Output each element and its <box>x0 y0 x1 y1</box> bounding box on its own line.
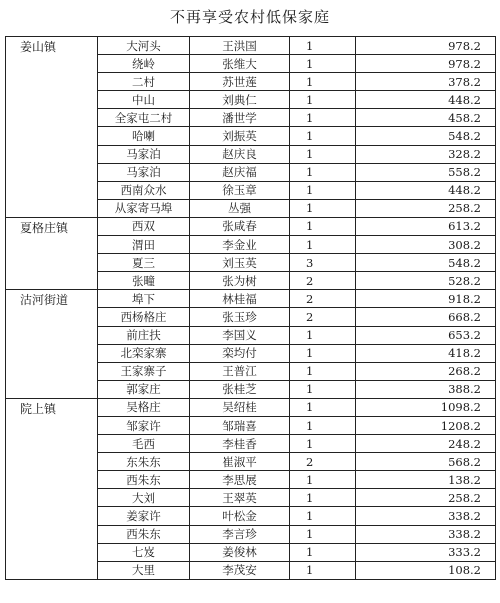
amount-cell: 653.2 <box>356 326 496 344</box>
village-cell: 郭家庄 <box>98 380 190 398</box>
amount-cell: 338.2 <box>356 507 496 525</box>
name-cell: 张为树 <box>190 272 290 290</box>
village-cell: 西杨格庄 <box>98 308 190 326</box>
village-cell: 北栾家寨 <box>98 344 190 362</box>
count-cell: 1 <box>290 109 356 127</box>
village-cell: 西双 <box>98 217 190 235</box>
table-row <box>6 37 496 55</box>
name-cell: 吴绍桂 <box>190 398 290 416</box>
town-cell: 姜山镇 <box>6 37 98 218</box>
count-cell: 2 <box>290 290 356 308</box>
village-cell: 张疃 <box>98 272 190 290</box>
town-cell: 院上镇 <box>6 398 98 579</box>
amount-cell: 978.2 <box>356 55 496 73</box>
amount-cell: 558.2 <box>356 163 496 181</box>
count-cell: 1 <box>290 91 356 109</box>
amount-cell: 448.2 <box>356 181 496 199</box>
village-cell: 夏三 <box>98 254 190 272</box>
village-cell: 绕岭 <box>98 55 190 73</box>
town-cell: 沽河街道 <box>6 290 98 399</box>
amount-cell: 613.2 <box>356 217 496 235</box>
village-cell: 埠下 <box>98 290 190 308</box>
village-cell: 西南众水 <box>98 181 190 199</box>
amount-cell: 328.2 <box>356 145 496 163</box>
village-cell: 毛西 <box>98 435 190 453</box>
name-cell: 丛强 <box>190 199 290 217</box>
count-cell: 1 <box>290 37 356 55</box>
count-cell: 1 <box>290 236 356 254</box>
count-cell: 1 <box>290 398 356 416</box>
amount-cell: 668.2 <box>356 308 496 326</box>
count-cell: 1 <box>290 73 356 91</box>
amount-cell: 1098.2 <box>356 398 496 416</box>
count-cell: 1 <box>290 181 356 199</box>
name-cell: 叶松金 <box>190 507 290 525</box>
count-cell: 1 <box>290 435 356 453</box>
village-cell: 前庄扶 <box>98 326 190 344</box>
amount-cell: 108.2 <box>356 561 496 579</box>
name-cell: 王普江 <box>190 362 290 380</box>
table-row <box>6 217 496 235</box>
name-cell: 张玉珍 <box>190 308 290 326</box>
count-cell: 1 <box>290 362 356 380</box>
village-cell: 西朱东 <box>98 525 190 543</box>
name-cell: 赵庆良 <box>190 145 290 163</box>
town-cell: 夏格庄镇 <box>6 217 98 289</box>
name-cell: 李思展 <box>190 471 290 489</box>
amount-cell: 338.2 <box>356 525 496 543</box>
name-cell: 徐玉章 <box>190 181 290 199</box>
count-cell: 1 <box>290 416 356 434</box>
amount-cell: 448.2 <box>356 91 496 109</box>
count-cell: 2 <box>290 308 356 326</box>
village-cell: 西朱东 <box>98 471 190 489</box>
count-cell: 1 <box>290 145 356 163</box>
amount-cell: 258.2 <box>356 489 496 507</box>
village-cell: 姜家许 <box>98 507 190 525</box>
name-cell: 刘振英 <box>190 127 290 145</box>
count-cell: 1 <box>290 489 356 507</box>
count-cell: 1 <box>290 561 356 579</box>
village-cell: 马家泊 <box>98 145 190 163</box>
amount-cell: 308.2 <box>356 236 496 254</box>
amount-cell: 418.2 <box>356 344 496 362</box>
amount-cell: 268.2 <box>356 362 496 380</box>
amount-cell: 918.2 <box>356 290 496 308</box>
count-cell: 1 <box>290 471 356 489</box>
village-cell: 中山 <box>98 91 190 109</box>
amount-cell: 388.2 <box>356 380 496 398</box>
village-cell: 大河头 <box>98 37 190 55</box>
name-cell: 栾均付 <box>190 344 290 362</box>
amount-cell: 568.2 <box>356 453 496 471</box>
table-body <box>6 37 496 580</box>
amount-cell: 1208.2 <box>356 416 496 434</box>
amount-cell: 258.2 <box>356 199 496 217</box>
amount-cell: 138.2 <box>356 471 496 489</box>
name-cell: 张维大 <box>190 55 290 73</box>
amount-cell: 978.2 <box>356 37 496 55</box>
name-cell: 张桂芝 <box>190 380 290 398</box>
amount-cell: 548.2 <box>356 254 496 272</box>
count-cell: 1 <box>290 525 356 543</box>
name-cell: 李国义 <box>190 326 290 344</box>
low-income-table <box>5 36 496 580</box>
name-cell: 刘典仁 <box>190 91 290 109</box>
count-cell: 1 <box>290 217 356 235</box>
page-title: 不再享受农村低保家庭 <box>169 8 330 26</box>
amount-cell: 248.2 <box>356 435 496 453</box>
village-cell: 七岌 <box>98 543 190 561</box>
village-cell: 东朱东 <box>98 453 190 471</box>
name-cell: 李茂安 <box>190 561 290 579</box>
count-cell: 1 <box>290 163 356 181</box>
amount-cell: 378.2 <box>356 73 496 91</box>
amount-cell: 548.2 <box>356 127 496 145</box>
count-cell: 1 <box>290 199 356 217</box>
name-cell: 姜俊林 <box>190 543 290 561</box>
name-cell: 王洪国 <box>190 37 290 55</box>
name-cell: 刘玉英 <box>190 254 290 272</box>
count-cell: 1 <box>290 543 356 561</box>
name-cell: 张咸春 <box>190 217 290 235</box>
village-cell: 邹家许 <box>98 416 190 434</box>
amount-cell: 528.2 <box>356 272 496 290</box>
village-cell: 全家屯二村 <box>98 109 190 127</box>
name-cell: 潘世学 <box>190 109 290 127</box>
count-cell: 2 <box>290 272 356 290</box>
name-cell: 邹瑞喜 <box>190 416 290 434</box>
amount-cell: 458.2 <box>356 109 496 127</box>
name-cell: 王翠英 <box>190 489 290 507</box>
name-cell: 苏世莲 <box>190 73 290 91</box>
table-row <box>6 290 496 308</box>
village-cell: 大里 <box>98 561 190 579</box>
name-cell: 李桂香 <box>190 435 290 453</box>
name-cell: 李言珍 <box>190 525 290 543</box>
count-cell: 1 <box>290 326 356 344</box>
village-cell: 马家泊 <box>98 163 190 181</box>
amount-cell: 333.2 <box>356 543 496 561</box>
village-cell: 大刘 <box>98 489 190 507</box>
count-cell: 1 <box>290 344 356 362</box>
count-cell: 3 <box>290 254 356 272</box>
village-cell: 渭田 <box>98 236 190 254</box>
village-cell: 吴格庄 <box>98 398 190 416</box>
name-cell: 崔淑平 <box>190 453 290 471</box>
village-cell: 王家寨子 <box>98 362 190 380</box>
count-cell: 2 <box>290 453 356 471</box>
table-row <box>6 398 496 416</box>
name-cell: 李金业 <box>190 236 290 254</box>
village-cell: 哈喇 <box>98 127 190 145</box>
count-cell: 1 <box>290 507 356 525</box>
count-cell: 1 <box>290 380 356 398</box>
count-cell: 1 <box>290 127 356 145</box>
village-cell: 二村 <box>98 73 190 91</box>
name-cell: 林桂福 <box>190 290 290 308</box>
village-cell: 从家寄马埠 <box>98 199 190 217</box>
count-cell: 1 <box>290 55 356 73</box>
name-cell: 赵庆福 <box>190 163 290 181</box>
